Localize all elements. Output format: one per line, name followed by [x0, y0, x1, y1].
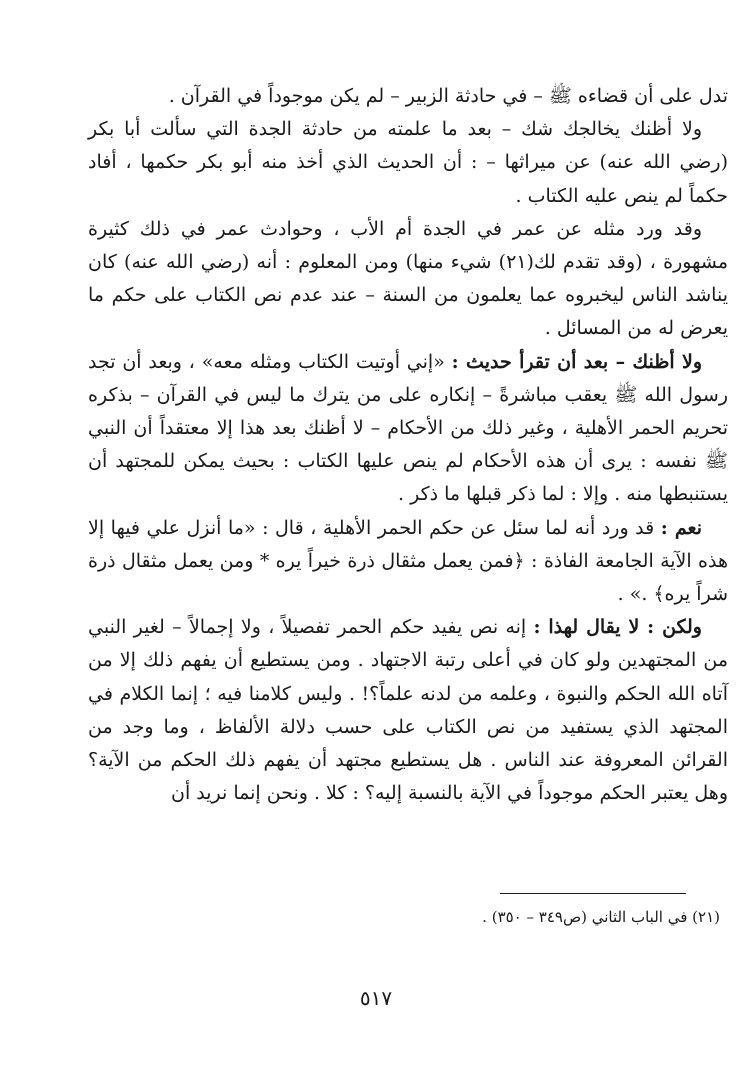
main-text-block — [88, 80, 728, 810]
paragraph-text: وقد ورد مثله عن عمر في الجدة أم الأب ، وحوادث عمر في ذلك كثيرة مشهورة ، (وقد تقدم لك(٢١) شيء منها) ومن المعلوم : أنه (رضي الله عنه) كان يناشد الناس ليخبروه عما يعلمون من السنة – عند عدم نص الكتاب على حكم ما يعرض له من المسائل . — [88, 217, 728, 340]
paragraph — [88, 80, 728, 113]
paragraph-text: ولا أظنك يخالجك شك – بعد ما علمته من حادثة الجدة التي سألت أبا بكر (رضي الله عنه) عن ميراثها – : أن الحديث الذي أخذ منه أبو بكر حكمها ، أفاد حكماً لم ينص عليه الكتاب . — [88, 118, 728, 207]
footnote-divider — [500, 893, 686, 894]
paragraph — [88, 113, 728, 213]
paragraph-lead-in: ولكن : لا يقال لهذا : — [533, 616, 702, 639]
paragraph-text: إنه نص يفيد حكم الحمر تفصيلاً ، ولا إجمالاً – لغير النبي من المجتهدين ولو كان في أعلى رتبة الاجتهاد . ومن يستطيع أن يفهم ذلك إلا من آتاه الله الحكم والنبوة ، وعلمه من لدنه علماً؟! . وليس كلامنا فيه ؛ إنما الكلام في المجتهد الذي يستفيد من نص الكتاب على حسب دلالة الألفاظ ، وما وجد من القرائن المعروفة عند الناس . هل يستطيع مجتهد أن يفهم ذلك الحكم من الآية؟ وهل يعتبر الحكم موجوداً في الآية بالنسبة إليه؟ : كلا . ونحن إنما نريد أن — [88, 616, 728, 805]
paragraph — [88, 512, 728, 612]
footnote: (٢١) في الباب الثاني (ص٣٤٩ – ٣٥٠) . — [482, 908, 720, 926]
paragraph-lead-in: نعم : — [660, 516, 702, 539]
paragraph — [88, 346, 728, 512]
paragraph-text: «إني أوتيت الكتاب ومثله معه» ، وبعد أن تجد رسول الله ﷺ يعقب مباشرةً – إنكاره على من يترك ما ليس في القرآن – بذكره تحريم الحمر الأهلية ، وغير ذلك من الأحكام – لا أظنك بعد هذا إلا معتقداً أن النبي ﷺ نفسه : يرى أن هذه الأحكام لم ينص عليها الكتاب : بحيث يمكن للمجتهد أن يستنبطها منه . وإلا : لما ذكر قبلها ما ذكر . — [88, 350, 728, 506]
paragraph-text: قد ورد أنه لما سئل عن حكم الحمر الأهلية ، قال : «ما أنزل علي فيها إلا هذه الآية الجامعة الفاذة : ﴿فمن يعمل مثقال ذرة خيراً يره * ومن يعمل مثقال ذرة شراً يره﴾ .» . — [88, 516, 728, 606]
page-number: ٥١٧ — [359, 986, 393, 1010]
paragraph — [88, 213, 728, 346]
paragraph-text: تدل على أن قضاءه ﷺ – في حادثة الزبير – لم يكن موجوداً في القرآن . — [168, 85, 728, 107]
paragraph — [88, 611, 728, 810]
paragraph-lead-in: ولا أظنك – بعد أن تقرأ حديث : — [451, 350, 702, 373]
